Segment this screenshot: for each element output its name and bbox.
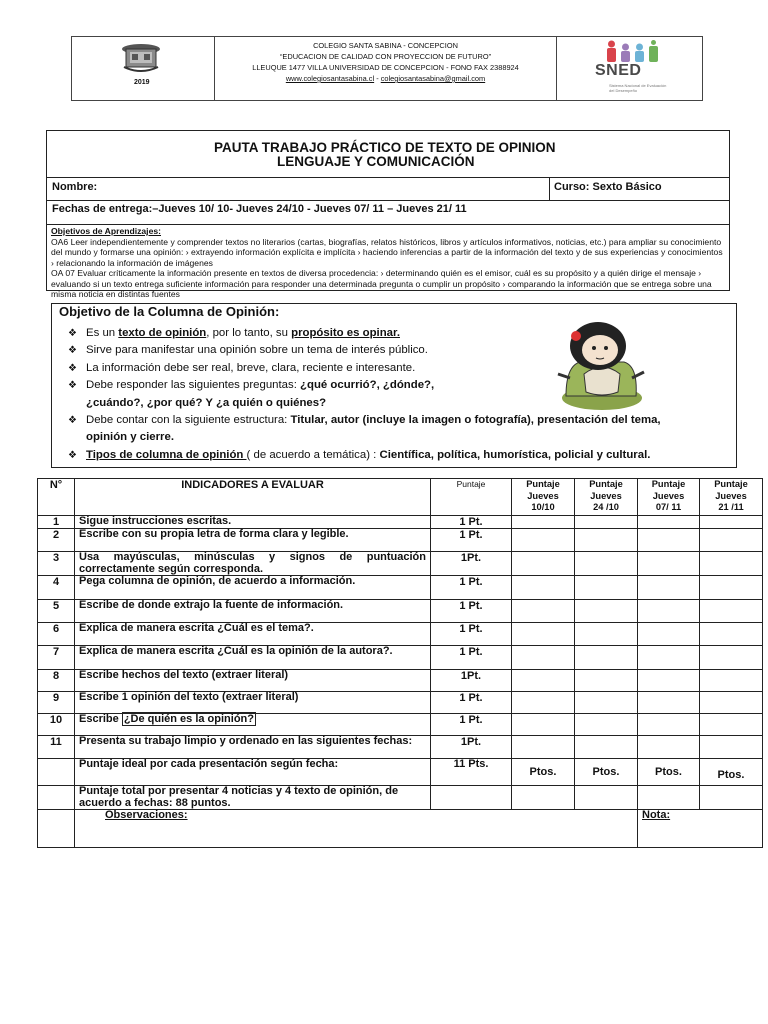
objectives-title: Objetivos de Aprendizajes:	[51, 226, 161, 236]
score-cell[interactable]	[638, 576, 700, 600]
diamond-bullet-icon: ❖	[68, 345, 77, 357]
list-item: ❖ Es un texto de opinión, por lo tanto, su propósito es opinar.	[66, 325, 736, 342]
score-cell[interactable]	[638, 646, 700, 670]
score-cell[interactable]	[700, 552, 763, 576]
list-item: ❖ Debe responder las siguientes preguntas: ¿qué ocurrió?, ¿dónde?,	[66, 377, 736, 394]
ptos-cell[interactable]: Ptos.	[512, 759, 575, 786]
score-cell[interactable]	[512, 552, 575, 576]
score-cell[interactable]	[638, 714, 700, 736]
col-header-date-3: Puntaje Jueves 07/ 11	[638, 479, 700, 516]
observations-field[interactable]	[75, 810, 638, 848]
title-block	[46, 130, 730, 299]
row-divider	[549, 178, 550, 200]
ptos-cell[interactable]: Ptos.	[638, 759, 700, 786]
objective-oa6: OA6 Leer independientemente y comprender textos no literarios (cartas, biografías, relatos históricos, libros y artículos informativos, noticias, etc.) para ampliar su conocimiento del mundo y formarse una opinión: › extrayendo información explícita e implícita › haciendo inferencias a partir de la información del texto y de sus experiencias y conocimientos › relacionando la información de imágenes	[51, 236, 723, 268]
score-cell[interactable]	[575, 714, 638, 736]
page-subtitle: LENGUAJE Y COMUNICACIÓN	[277, 154, 475, 169]
table-row: 6 Explica de manera escrita ¿Cuál es el tema?. 1 Pt.	[38, 623, 763, 646]
score-cell[interactable]	[575, 576, 638, 600]
school-website-link[interactable]: www.colegiosantasabina.cl	[285, 74, 375, 83]
score-cell[interactable]	[700, 670, 763, 692]
school-address: LLEUQUE 1477 VILLA UNIVERSIDAD DE CONCEPCION - FONO FAX 2388924	[252, 63, 519, 72]
score-cell[interactable]	[575, 600, 638, 623]
score-cell[interactable]	[512, 692, 575, 714]
table-row: 11 Presenta su trabajo limpio y ordenado en las siguientes fechas: 1Pt.	[38, 736, 763, 759]
opinion-box-title: Objetivo de la Columna de Opinión:	[59, 304, 280, 319]
sned-logo-subtext: Sistema Nacional de Evaluación del Desempeño	[609, 83, 667, 93]
list-item: ❖ La información debe ser real, breve, clara, reciente e interesante.	[66, 360, 736, 377]
cartoon-girl-icon	[540, 316, 658, 412]
observations-row	[38, 810, 763, 848]
school-motto: “EDUCACION DE CALIDAD CON PROYECCION DE FUTURO”	[279, 52, 492, 61]
score-cell[interactable]	[512, 576, 575, 600]
school-header	[71, 36, 703, 101]
diamond-bullet-icon: ❖	[68, 362, 77, 374]
curso-field	[554, 181, 662, 193]
sned-logo-text: SNED	[595, 62, 642, 79]
score-cell[interactable]	[512, 736, 575, 759]
school-name: COLEGIO SANTA SABINA - CONCEPCION	[313, 41, 458, 50]
grade-label: Nota:	[642, 809, 671, 821]
score-cell[interactable]	[638, 736, 700, 759]
table-row: 7 Explica de manera escrita ¿Cuál es la opinión de la autora?. 1 Pt.	[38, 646, 763, 670]
list-item: ❖ Sirve para manifestar una opinión sobre un tema de interés público.	[66, 342, 736, 359]
ideal-score-label: Puntaje ideal por cada presentación según fecha:	[75, 759, 431, 786]
score-cell[interactable]	[638, 552, 700, 576]
page-title: PAUTA TRABAJO PRÁCTICO DE TEXTO DE OPINION	[214, 140, 556, 155]
sned-logo-cell	[557, 37, 702, 100]
score-cell[interactable]	[575, 516, 638, 529]
score-cell[interactable]	[512, 714, 575, 736]
score-cell[interactable]	[575, 736, 638, 759]
total-score-row	[38, 786, 763, 810]
school-crest-icon	[120, 41, 162, 75]
score-cell[interactable]	[700, 714, 763, 736]
school-email-link[interactable]: colegiosantasabina@gmail.com	[380, 74, 486, 83]
list-item-continuation: ¿cuándo?, ¿por qué? Y ¿a quién o quiénes?	[86, 396, 327, 409]
evaluation-table	[37, 478, 763, 848]
table-row: 10 Escribe ¿De quién es la opinión? 1 Pt.	[38, 714, 763, 736]
header-year: 2019	[134, 79, 150, 86]
table-row: 3 Usa mayúsculas, minúsculas y signos de puntuación correctamente según corresponda. 1Pt.	[38, 552, 763, 576]
ideal-score-row	[38, 759, 763, 786]
score-cell[interactable]	[575, 692, 638, 714]
table-row: 2 Escribe con su propia letra de forma clara y legible. 1 Pt.	[38, 529, 763, 552]
diamond-bullet-icon: ❖	[68, 415, 77, 427]
objective-oa07: OA 07 Evaluar críticamente la información presente en textos de diversa procedencia: › determinando quién es el emisor, cuál es su propósito y a quién dirige el mensaje › evaluando si un texto entrega suficiente información para responder una determinada pregunta o cumplir un propósito › comparando la información que se entrega sobre una misma noticia en distintas fuentes	[51, 268, 712, 299]
curso-label: Curso:	[554, 181, 590, 193]
ptos-cell[interactable]: Ptos.	[575, 759, 638, 786]
table-header-row	[38, 479, 763, 516]
delivery-dates: Fechas de entrega:–Jueves 10/ 10- Jueves 24/10 - Jueves 07/ 11 – Jueves 21/ 11	[52, 203, 467, 215]
diamond-bullet-icon: ❖	[68, 449, 77, 461]
score-cell[interactable]	[700, 692, 763, 714]
score-cell[interactable]	[700, 516, 763, 529]
list-item: ❖ Tipos de columna de opinión ( de acuerdo a temática) : Científica, política, humorística, policial y cultural.	[66, 447, 736, 464]
name-course-row	[47, 177, 729, 201]
curso-value: Sexto Básico	[592, 181, 662, 193]
diamond-bullet-icon: ❖	[68, 328, 77, 339]
score-cell[interactable]	[512, 600, 575, 623]
col-header-number: N°	[38, 479, 75, 516]
contacts-separator: -	[374, 74, 381, 83]
score-cell[interactable]	[638, 600, 700, 623]
score-cell[interactable]	[700, 623, 763, 646]
opinion-column-box	[51, 303, 737, 468]
ptos-cell[interactable]: Ptos.	[700, 759, 763, 786]
col-header-date-1: Puntaje Jueves 10/10	[512, 479, 575, 516]
score-cell[interactable]	[575, 646, 638, 670]
list-item-continuation: opinión y cierre.	[86, 431, 174, 444]
score-cell[interactable]	[512, 623, 575, 646]
score-cell[interactable]	[638, 670, 700, 692]
grade-field[interactable]	[638, 810, 763, 848]
table-row: 1 Sigue instrucciones escritas. 1 Pt.	[38, 516, 763, 529]
col-header-date-4: Puntaje Jueves 21 /11	[700, 479, 763, 516]
score-cell[interactable]	[512, 670, 575, 692]
score-cell[interactable]	[575, 529, 638, 552]
nombre-label: Nombre:	[52, 181, 98, 193]
ideal-score-value: 11 Pts.	[431, 759, 512, 786]
diamond-bullet-icon: ❖	[68, 380, 77, 392]
list-item: ❖ Debe contar con la siguiente estructura: Titular, autor (incluye la imagen o fotografía), presentación del tema,	[66, 412, 736, 429]
score-cell[interactable]	[700, 646, 763, 670]
score-cell[interactable]	[700, 600, 763, 623]
score-cell[interactable]	[575, 623, 638, 646]
score-cell[interactable]	[700, 576, 763, 600]
table-row: 5 Escribe de donde extrajo la fuente de información. 1 Pt.	[38, 600, 763, 623]
school-contacts	[215, 73, 556, 84]
table-row: 4 Pega columna de opinión, de acuerdo a información. 1 Pt.	[38, 576, 763, 600]
score-cell[interactable]	[638, 529, 700, 552]
total-score-label: Puntaje total por presentar 4 noticias y 4 texto de opinión, de acuerdo a fechas: 88 puntos.	[75, 786, 431, 810]
score-cell[interactable]	[575, 552, 638, 576]
col-header-date-2: Puntaje Jueves 24 /10	[575, 479, 638, 516]
school-logo-cell	[72, 37, 215, 100]
learning-objectives	[51, 226, 727, 300]
score-cell[interactable]	[575, 670, 638, 692]
school-info	[215, 37, 557, 100]
observations-label: Observaciones:	[105, 809, 188, 821]
boxed-question: ¿De quién es la opinión?	[123, 713, 254, 725]
score-cell[interactable]	[700, 529, 763, 552]
table-row: 8 Escribe hechos del texto (extraer literal) 1Pt.	[38, 670, 763, 692]
score-cell[interactable]	[638, 623, 700, 646]
table-row: 9 Escribe 1 opinión del texto (extraer literal) 1 Pt.	[38, 692, 763, 714]
score-cell[interactable]	[638, 692, 700, 714]
score-cell[interactable]	[512, 516, 575, 529]
col-header-puntaje: Puntaje	[431, 479, 512, 516]
score-cell[interactable]	[638, 516, 700, 529]
sned-logo-icon	[599, 40, 669, 62]
score-cell[interactable]	[512, 529, 575, 552]
delivery-dates-row	[47, 201, 729, 225]
score-cell[interactable]	[512, 646, 575, 670]
col-header-indicators: INDICADORES A EVALUAR	[75, 479, 431, 516]
score-cell[interactable]	[700, 736, 763, 759]
